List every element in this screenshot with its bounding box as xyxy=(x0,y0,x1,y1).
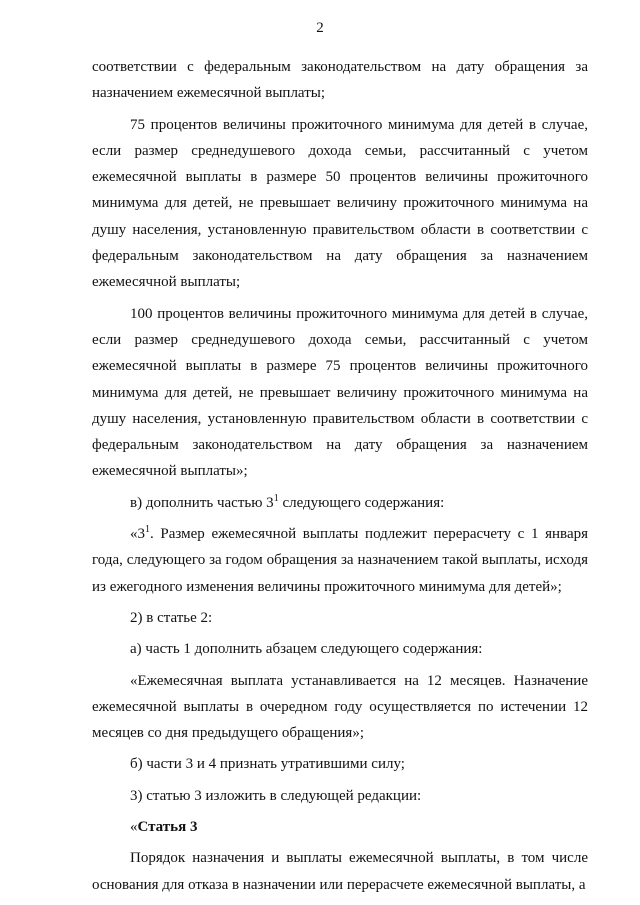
paragraph-12: Порядок назначения и выплаты ежемесячной выплаты, в том числе основания для отказа в назначении или перерасчете ежемесячной выплаты, а xyxy=(92,850,588,893)
paragraph-5-text-end: . Размер ежемесячной выплаты подлежит перерасчету с 1 января года, следующего за годом обращения за назначением такой выплаты, исходя из ежегодного изменения величины прожиточного минимума для детей»; xyxy=(92,526,588,595)
paragraph-9: б) части 3 и 4 признать утратившими силу; xyxy=(130,756,405,773)
paragraph-10: 3) статью 3 изложить в следующей редакции: xyxy=(130,787,422,804)
document-body xyxy=(92,54,588,898)
paragraph-1: соответствии с федеральным законодательством на дату обращения за назначением ежемесячной выплаты; xyxy=(92,59,588,102)
paragraph-2: 75 процентов величины прожиточного минимума для детей в случае, если размер среднедушевого дохода семьи, рассчитанный с учетом ежемесячной выплаты в размере 50 процентов величины прожиточного минимума для детей, не превышает величину прожиточного минимума на душу населения, установленную правительством области в соответствии с федеральным законодательством на дату обращения за назначением ежемесячной выплаты; xyxy=(92,116,588,291)
paragraph-4-text: в) дополнить частью 3 xyxy=(130,494,274,511)
article-heading xyxy=(92,814,588,840)
superscript: 1 xyxy=(273,492,279,504)
paragraph-4-text-end: следующего содержания: xyxy=(278,494,445,511)
page-number: 2 xyxy=(316,20,324,36)
paragraph-3: 100 процентов величины прожиточного минимума для детей в случае, если размер среднедушевого дохода семьи, рассчитанный с учетом ежемесячной выплаты в размере 75 процентов величины прожиточного минимума для детей, не превышает величину прожиточного минимума на душу населения, установленную правительством области в соответствии с федеральным законодательством на дату обращения за назначением ежемесячной выплаты»; xyxy=(92,305,588,480)
superscript: 1 xyxy=(145,524,150,536)
paragraph-5-text: «3 xyxy=(130,526,145,543)
paragraph-4 xyxy=(92,490,588,516)
paragraph-5 xyxy=(92,521,588,600)
opening-quote: « xyxy=(130,819,138,836)
article-title: Статья 3 xyxy=(137,819,198,836)
paragraph-7: а) часть 1 дополнить абзацем следующего содержания: xyxy=(130,641,483,658)
paragraph-8: «Ежемесячная выплата устанавливается на 12 месяцев. Назначение ежемесячной выплаты в очередном году осуществляется по истечении 12 месяцев со дня предыдущего обращения»; xyxy=(92,672,588,742)
paragraph-6: 2) в статье 2: xyxy=(130,609,213,626)
